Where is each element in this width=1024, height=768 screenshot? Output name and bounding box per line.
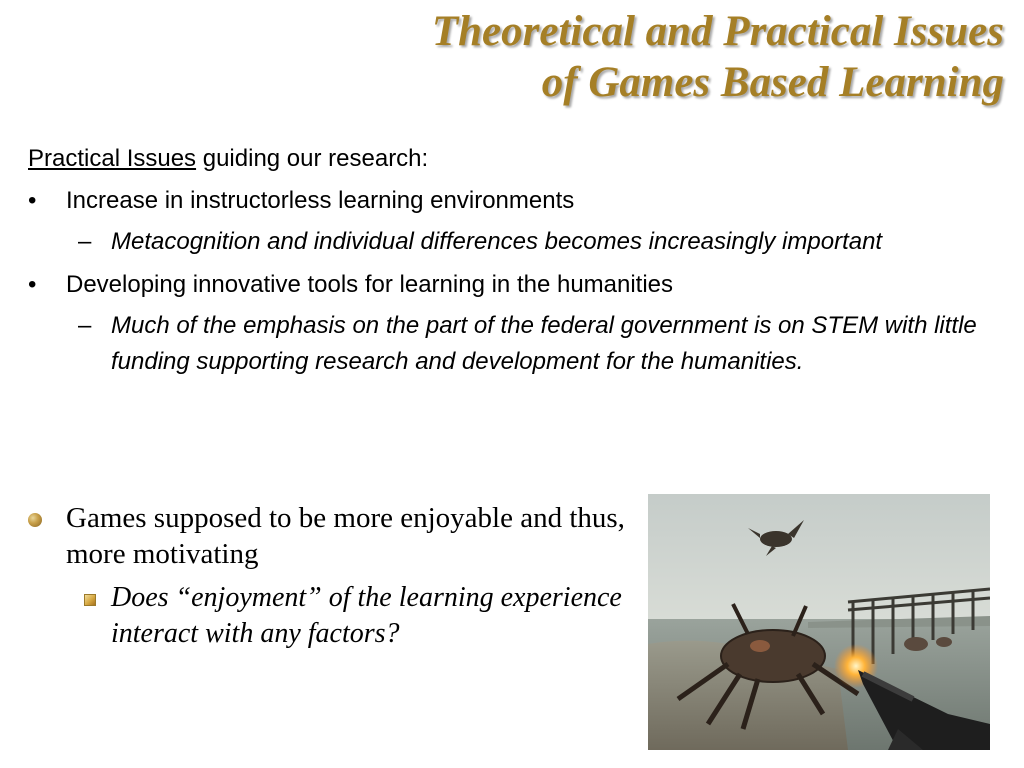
games-sub-bullet-text: Does “enjoyment” of the learning experience interact with any factors?	[111, 582, 622, 649]
bullet-text: Developing innovative tools for learning in the humanities	[66, 271, 674, 298]
sub-bullet-text: Metacognition and individual differences becomes increasingly important	[111, 228, 883, 255]
sub-bullet-text: Much of the emphasis on the part of the federal government is on STEM with little funding supporting research and development for the humanities.	[111, 312, 977, 375]
dash-icon: –	[78, 228, 92, 255]
games-bullet-text: Games supposed to be more enjoyable and thus, more motivating	[66, 502, 625, 570]
game-scene-icon	[648, 494, 990, 750]
title-line-1: Theoretical and Practical Issues	[431, 8, 1004, 55]
games-bullet	[28, 500, 628, 572]
title-line-2: of Games Based Learning	[541, 59, 1004, 106]
bullet-item	[28, 184, 998, 218]
bullet-item	[28, 268, 998, 302]
games-sub-bullet	[28, 580, 628, 652]
games-section	[28, 500, 628, 652]
bullet-dot-icon: •	[28, 187, 37, 214]
gold-bullet-icon	[28, 513, 42, 527]
bullet-dot-icon: •	[28, 271, 37, 298]
practical-issues-section	[28, 142, 998, 388]
slide-title	[104, 6, 1004, 108]
intro-underlined: Practical Issues	[28, 145, 197, 172]
dash-icon: –	[78, 312, 92, 339]
intro-rest: guiding our research:	[196, 145, 429, 172]
bullet-text: Increase in instructorless learning environments	[66, 187, 575, 214]
sub-bullet-item	[28, 308, 998, 380]
sub-bullet-item	[28, 224, 998, 260]
game-screenshot-image	[648, 494, 990, 750]
intro-line	[28, 142, 998, 176]
gold-square-bullet-icon	[84, 594, 96, 606]
